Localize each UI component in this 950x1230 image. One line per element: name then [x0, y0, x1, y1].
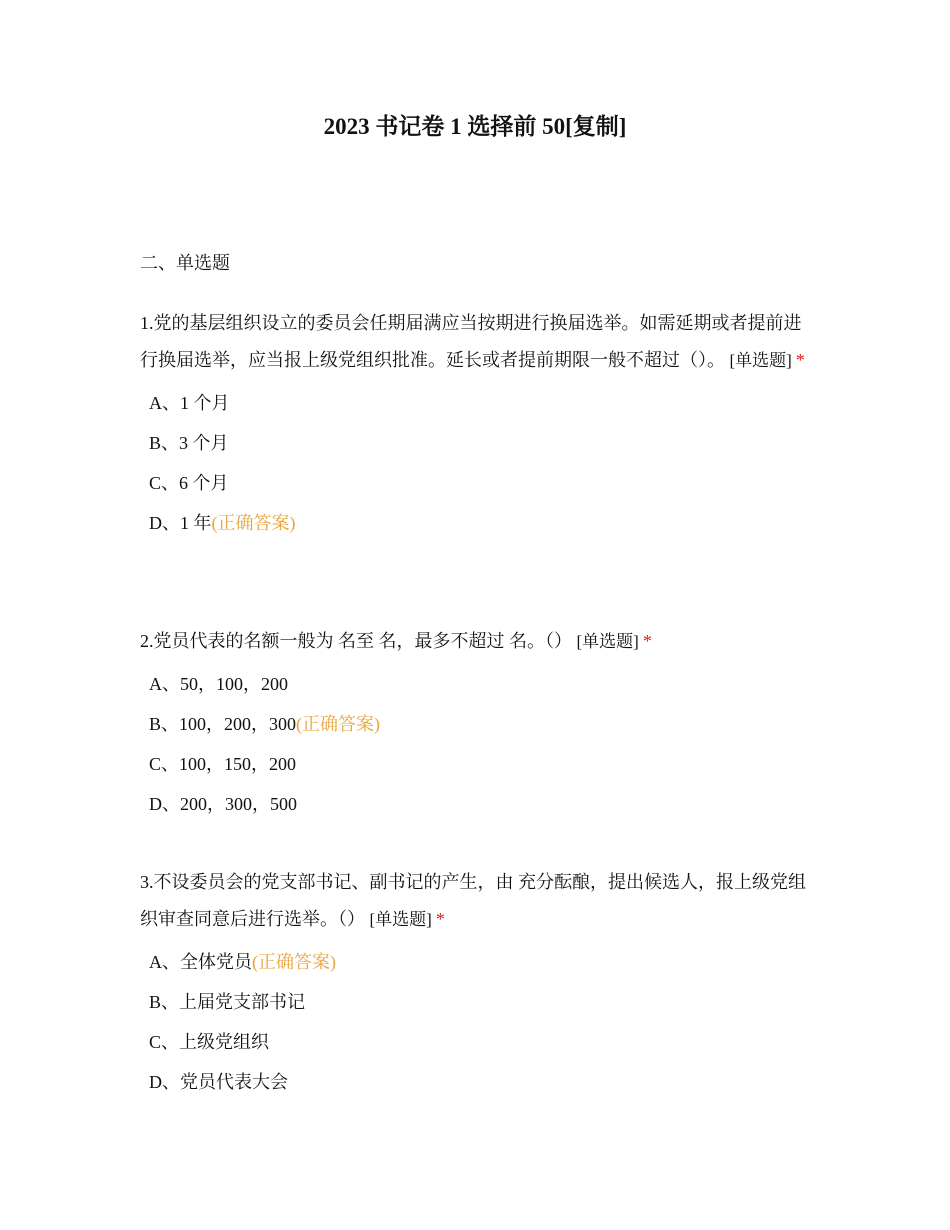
- option-label: C、100，150，200: [149, 754, 297, 774]
- question-2: [140, 623, 815, 824]
- option-list: [140, 942, 815, 1102]
- required-mark: *: [642, 631, 652, 651]
- option-b[interactable]: [140, 423, 815, 463]
- option-c[interactable]: [140, 1022, 815, 1062]
- option-list: [140, 383, 815, 543]
- correct-answer-note: (正确答案): [252, 952, 336, 972]
- option-label: A、50，100，200: [149, 674, 288, 694]
- option-label: D、200，300，500: [149, 794, 297, 814]
- option-d[interactable]: [140, 784, 815, 824]
- option-label: B、3 个月: [149, 433, 229, 453]
- question-3-text-block: [140, 864, 815, 938]
- option-label: C、上级党组织: [149, 1032, 270, 1052]
- option-d[interactable]: [140, 1062, 815, 1102]
- option-c[interactable]: [140, 744, 815, 784]
- option-label: C、6 个月: [149, 473, 229, 493]
- option-list: [140, 664, 815, 824]
- option-d[interactable]: [140, 503, 815, 543]
- question-type-label: [单选题]: [576, 632, 639, 651]
- option-label: B、上届党支部书记: [149, 992, 306, 1012]
- option-label: D、1 年: [149, 513, 212, 533]
- required-mark: *: [435, 909, 445, 929]
- section-heading: 二、单选题: [140, 253, 230, 273]
- option-label: A、全体党员: [149, 952, 252, 972]
- question-type-label: [单选题]: [729, 351, 792, 370]
- option-a[interactable]: [140, 942, 815, 982]
- option-c[interactable]: [140, 463, 815, 503]
- question-1: [140, 305, 815, 543]
- question-type-label: [单选题]: [369, 910, 432, 929]
- option-label: D、党员代表大会: [149, 1072, 288, 1092]
- option-a[interactable]: [140, 664, 815, 704]
- option-label: A、1 个月: [149, 393, 230, 413]
- option-b[interactable]: [140, 982, 815, 1022]
- option-a[interactable]: [140, 383, 815, 423]
- question-2-text-block: [140, 623, 815, 660]
- correct-answer-note: (正确答案): [296, 714, 381, 734]
- question-1-text-block: [140, 305, 815, 379]
- question-text: 1.党的基层组织设立的委员会任期届满应当按期进行换届选举。如需延期或者提前进行换届选举，应当报上级党组织批准。延长或者提前期限一般不超过（）。: [140, 313, 802, 370]
- correct-answer-note: (正确答案): [211, 513, 296, 533]
- option-label: B、100，200，300: [149, 714, 297, 734]
- page-title: 2023 书记卷 1 选择前 50[复制]: [323, 114, 627, 139]
- question-text: 3.不设委员会的党支部书记、副书记的产生，由 充分酝酿，提出候选人，报上级党组织审查同意后进行选举。（）: [140, 872, 806, 929]
- option-b[interactable]: [140, 704, 815, 744]
- question-text: 2.党员代表的名额一般为 名至 名，最多不超过 名。（）: [140, 631, 572, 651]
- required-mark: *: [795, 350, 805, 370]
- question-3: [140, 864, 815, 1102]
